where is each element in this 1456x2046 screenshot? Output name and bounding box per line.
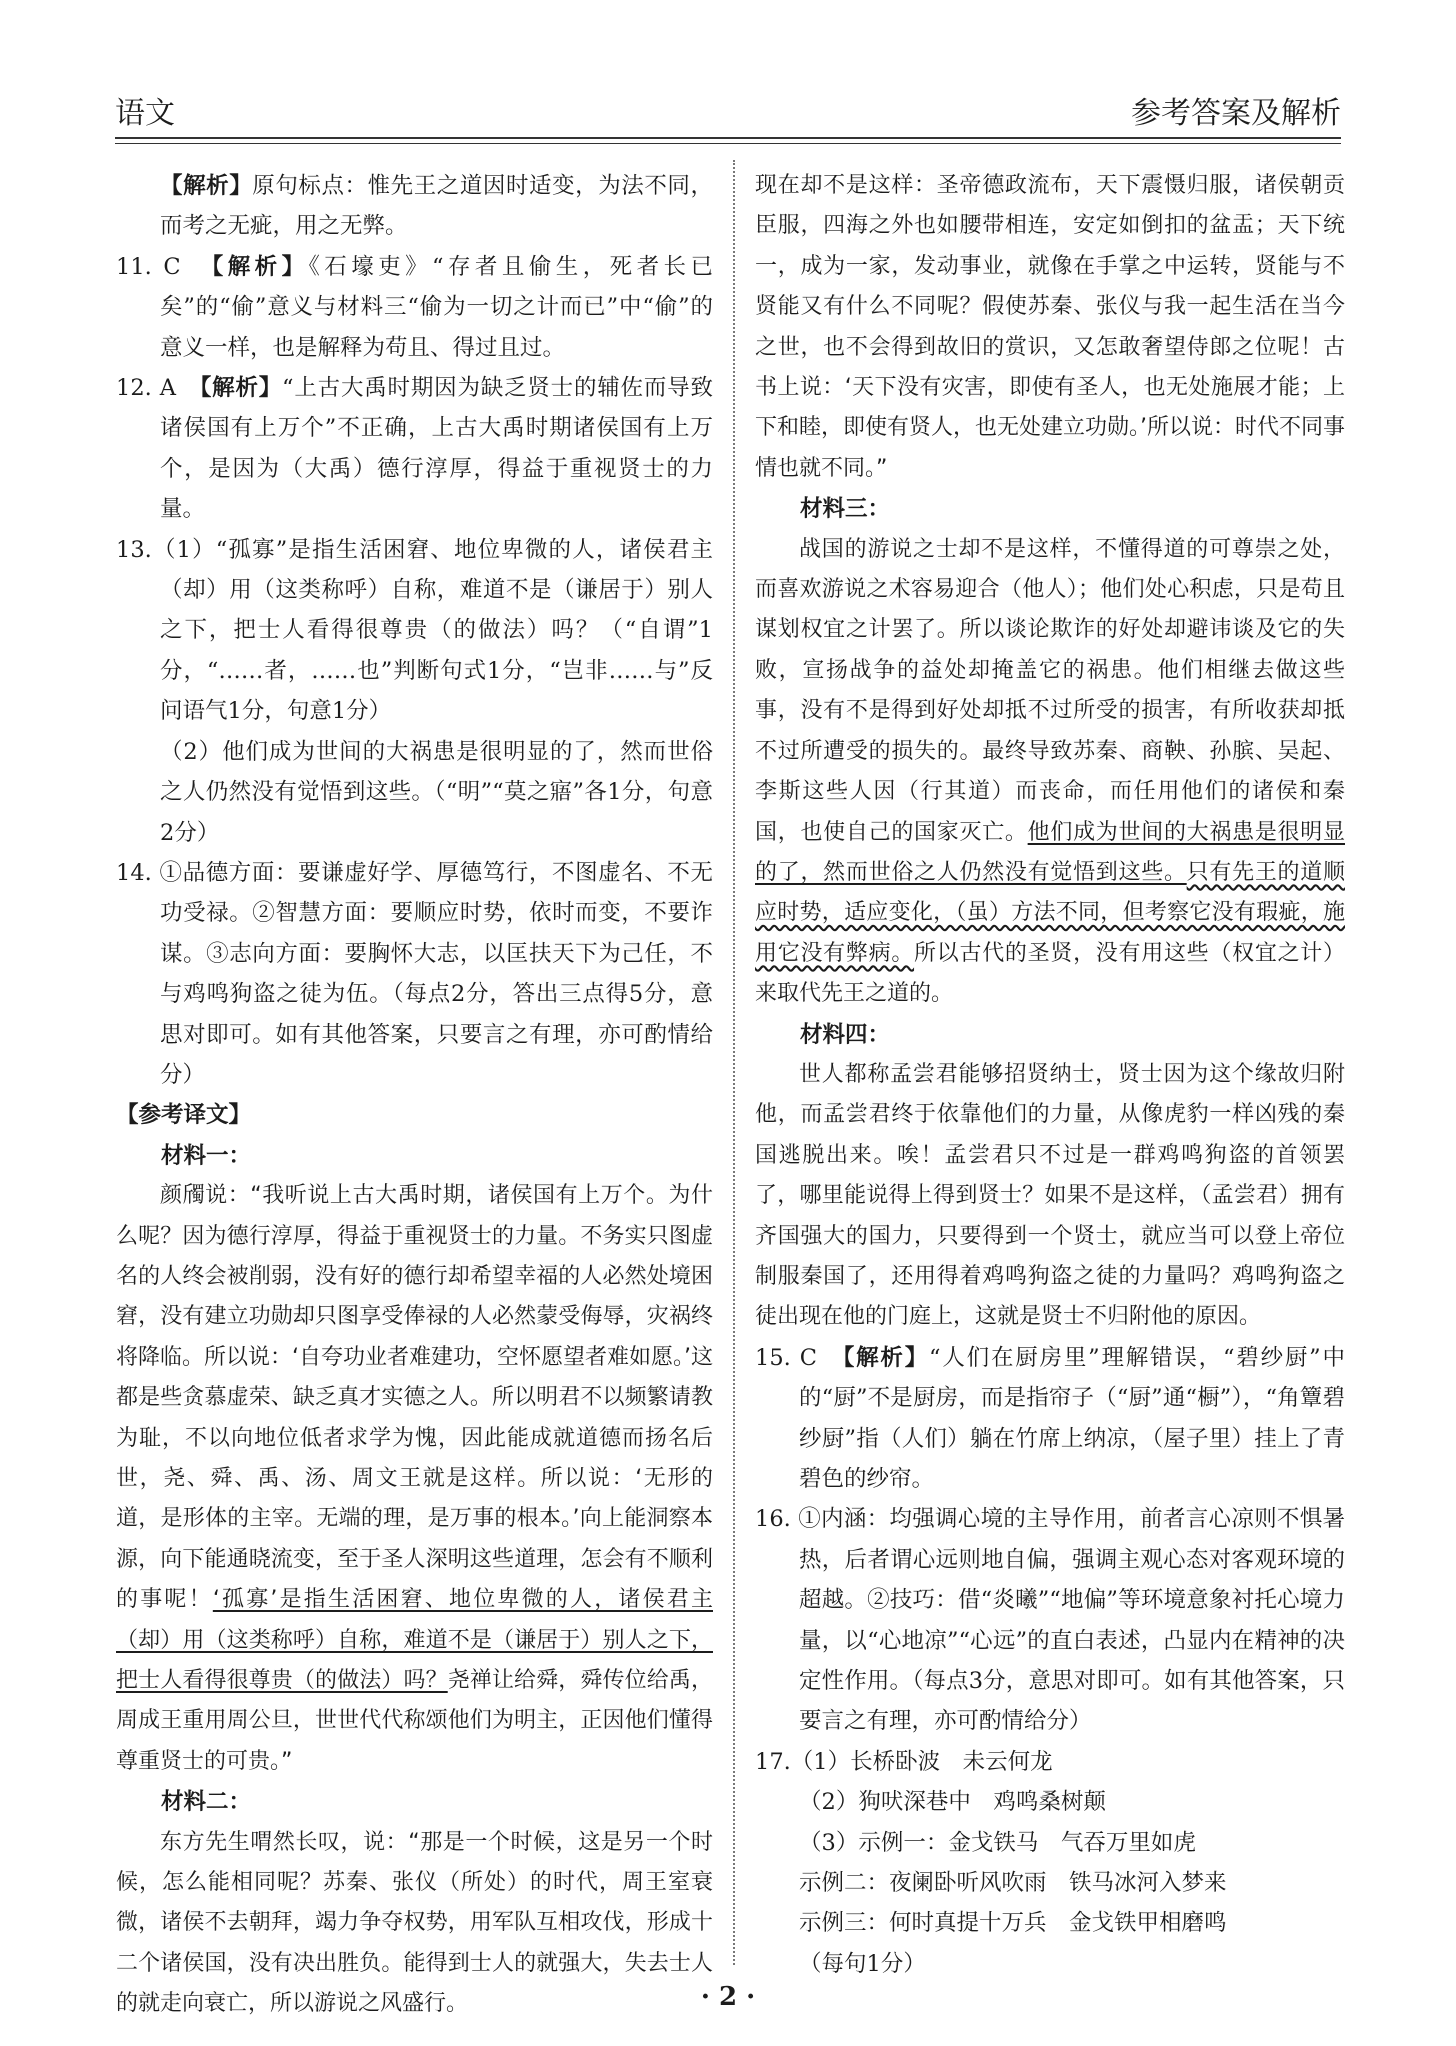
material-3-wavy-underlined: 只有先王的道顺应时势，适应变化，（虽）方法不同，但考察它没有瑕疵，施用它没有弊病。 [755,859,1345,966]
left-column [116,166,713,2025]
right-column [755,166,1345,1984]
answer-15: 15. C 【解析】“人们在厨房里”理解错误，“碧纱厨”中的“厨”不是厨房，而是指帘子（“厨”通“橱”），“角簟碧纱厨”指（人们）躺在竹席上纳凉，（屋子里）挂上了青碧色的纱帘。 [755,1344,1345,1492]
header-rule-thin [115,143,1341,144]
answer-16: 16. ①内涵：均强调心境的主导作用，前者言心凉则不惧暑热，后者谓心远则地自偏，强调主观心态对客观环境的超越。②技巧：借“炎曦”“地偏”等环境意象衬托心境力量，以“心地凉”“心远”的直白表述，凸显内在精神的决定性作用。（每点3分，意思对即可。如有其他答案，只要言之有理，亦可酌情给分） [755,1506,1345,1735]
material-2-continued: 现在却不是这样：圣帝德政流布，天下震慑归服，诸侯朝贡臣服，四海之外也如腰带相连，安定如倒扣的盆盂；天下统一，成为一家，发动事业，就像在手掌之中运转，贤能与不贤能又有什么不同呢？假使苏秦、张仪与我一起生活在当今之世，也不会得到故旧的赏识，又怎敢奢望侍郎之位呢！古书上说：‘天下没有灾害，即使有圣人，也无处施展才能；上下和睦，即使有贤人，也无处建立功勋。’所以说：时代不同事情也就不同。” [755,173,1345,481]
material-1-text: 颜斶说：“我听说上古大禹时期，诸侯国有上万个。为什么呢？因为德行淳厚，得益于重视贤士的力量。不务实只图虚名的人终会被削弱，没有好的德行却希望幸福的人必然处境困窘，没有建立功勋却只图享受俸禄的人必然蒙受侮辱，灾祸终将降临。所以说：‘自夸功业者难建功，空怀愿望者难如愿。’这都是些贪慕虚荣、缺乏真才实德之人。所以明君不以频繁请教为耻，不以向地位低者求学为愧，因此能成就道德而扬名后世，尧、舜、禹、汤、周文王就是这样。所以说：‘无形的道，是形体的主宰。无端的理，是万事的根本。’向上能洞察本源，向下能通晓流变，至于圣人深明这些道理，怎会有不顺利的事呢！‘孤寡’是指生活困窘、地位卑微的人，诸侯君主（却）用（这类称呼）自称，难道不是（谦居于）别人之下，把士人看得很尊贵（的做法）吗？尧禅让给舜，舜传位给禹，周成王重用周公旦，世世代代称颂他们为明主，正因他们懂得尊重贤士的可贵。” [116,1183,713,1774]
material-3-underlined: 他们成为世间的大祸患是很明显的了，然而世俗之人仍然没有觉悟到这些。 [755,819,1345,885]
answer-17-1: 17.（1）长桥卧波 未云何龙 [755,1748,1053,1775]
material-4-text: 世人都称孟尝君能够招贤纳士，贤士因为这个缘故归附他，而孟尝君终于依靠他们的力量，从像虎豹一样凶残的秦国逃脱出来。唉！孟尝君只不过是一群鸡鸣狗盗的首领罢了，哪里能说得上得到贤士？如果不是这样，（孟尝君）拥有齐国强大的国力，只要得到一个贤士，就应当可以登上帝位制服秦国了，还用得着鸡鸣狗盗之徒的力量吗？鸡鸣狗盗之徒出现在他的门庭上，这就是贤士不归附他的原因。 [755,1061,1345,1330]
answer-13-2: （2）他们成为世间的大祸患是很明显的了，然而世俗之人仍然没有觉悟到这些。（“明”“莫之寤”各1分，句意2分） [160,738,713,846]
material-2-heading: 材料二： [161,1789,252,1816]
page-header [115,88,1341,138]
answer-17-5: 示例三：何时真提十万兵 金戈铁甲相磨鸣 [799,1910,1227,1937]
column-divider [733,160,735,1965]
answer-17-scoring: （每句1分） [799,1950,926,1977]
material-3-text: 战国的游说之士却不是这样，不懂得道的可尊崇之处，而喜欢游说之术容易迎合（他人）；他们处心积虑，只是苟且谋划权宜之计罢了。所以谈论欺诈的好处却避讳谈及它的失败，宣扬战争的益处却掩盖它的祸患。他们相继去做这些事，没有不是得到好处却抵不过所受的损害，有所收获却抵不过所遭受的损失的。最终导致苏秦、商鞅、孙膑、吴起、李斯这些人因（行其道）而丧命，而任用他们的诸侯和秦国，也使自己的国家灭亡。他们成为世间的大祸患是很明显的了，然而世俗之人仍然没有觉悟到这些。只有先王的道顺应时势，适应变化，（虽）方法不同，但考察它没有瑕疵，施用它没有弊病。所以古代的圣贤，没有用这些（权宜之计）来取代先王之道的。 [755,536,1345,1007]
answer-17-3: （3）示例一：金戈铁马 气吞万里如虎 [799,1829,1196,1856]
answer-11: 11. C 【解析】《石壕吏》“存者且偷生，死者长已矣”的“偷”意义与材料三“偷为一切之计而已”中“偷”的意义一样，也是解释为苟且、得过且过。 [116,253,713,361]
reference-translation-heading: 【参考译文】 [116,1102,252,1129]
page-number: · 2 · [700,1982,756,2012]
analysis-10: 【解析】原句标点：惟先王之道因时适变，为法不同，而考之无疵，用之无弊。 [160,173,713,240]
answer-12: 12. A 【解析】“上古大禹时期因为缺乏贤士的辅佐而导致诸侯国有上万个”不正确，上古大禹时期诸侯国有上万个，是因为（大禹）德行淳厚，得益于重视贤士的力量。 [116,375,713,523]
answer-14: 14. ①品德方面：要谦虚好学、厚德笃行，不图虚名、不无功受禄。②智慧方面：要顺应时势，依时而变，不要诈谋。③志向方面：要胸怀大志，以匡扶天下为己任，不与鸡鸣狗盗之徒为伍。（每点2分，答出三点得5分，意思对即可。如有其他答案，只要言之有理，亦可酌情给分） [116,859,713,1088]
material-4-heading: 材料四： [800,1021,891,1048]
material-3-heading: 材料三： [800,496,891,523]
material-1-underlined: ‘孤寡’是指生活困窘、地位卑微的人，诸侯君主（却）用（这类称呼）自称，难道不是（谦居于）别人之下，把士人看得很尊贵（的做法）吗？ [116,1587,713,1694]
answer-13-1: 13.（1）“孤寡”是指生活困窘、地位卑微的人，诸侯君主（却）用（这类称呼）自称，难道不是（谦居于）别人之下，把士人看得很尊贵（的做法）吗？（“自谓”1分，“……者，……也”判断句式1分，“岂非……与”反问语气1分，句意1分） [116,536,713,725]
answer-17-4: 示例二：夜阑卧听风吹雨 铁马冰河入梦来 [799,1870,1227,1897]
header-rule-thick [115,137,1341,139]
material-2-text: 东方先生喟然长叹，说：“那是一个时候，这是另一个时候，怎么能相同呢？苏秦、张仪（所处）的时代，周王室衰微，诸侯不去朝拜，竭力争夺权势，用军队互相攻伐，形成十二个诸侯国，没有决出胜负。能得到士人的就强大，失去士人的就走向衰亡，所以游说之风盛行。 [116,1829,713,2017]
subject-label: 语文 [115,96,175,131]
answer-17-2: （2）狗吠深巷中 鸡鸣桑树颠 [799,1789,1106,1816]
page-title: 参考答案及解析 [1131,96,1341,131]
material-1-heading: 材料一： [161,1142,252,1169]
